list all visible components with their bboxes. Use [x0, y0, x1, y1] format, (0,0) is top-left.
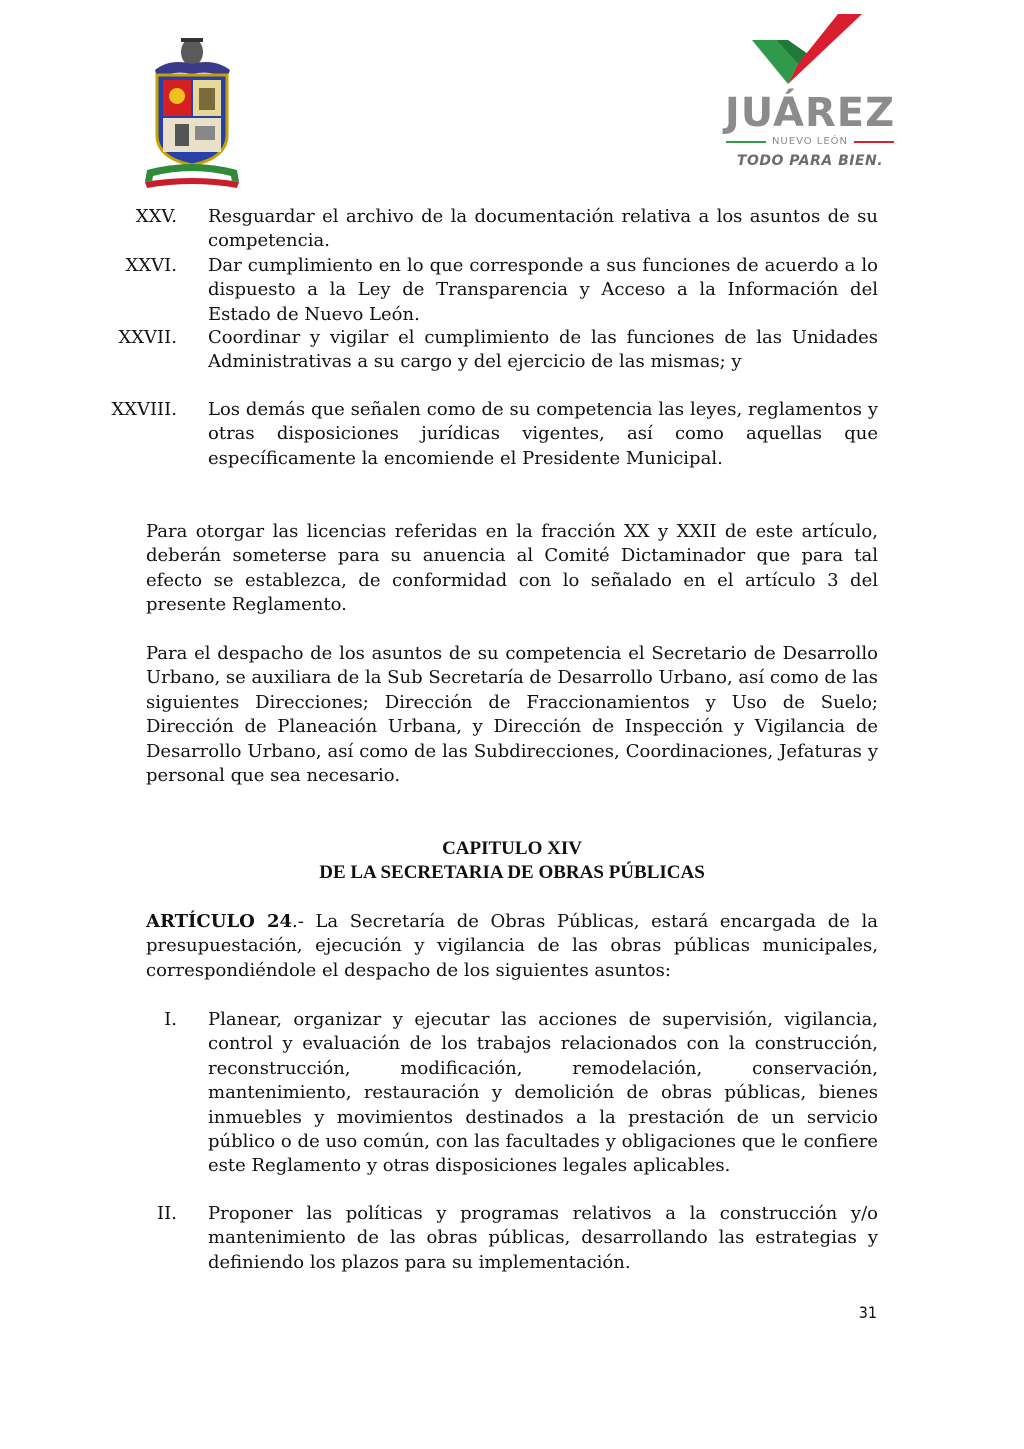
page-header	[0, 0, 1024, 200]
logo-name: JUÁREZ	[724, 90, 896, 136]
article-text: La Secretaría de Obras Públicas, estará encargada de la presupuestación, ejecución y vigilancia de las obras públicas municipales, correspondiéndole el despacho de los siguientes asuntos:	[146, 911, 878, 981]
paragraph: Para otorgar las licencias referidas en la fracción XX y XXII de este artículo, deberán someterse para su anuencia al Comité Dictaminador que para tal efecto se establezca, de conformidad con lo señalado en el artículo 3 del presente Reglamento.	[146, 521, 878, 616]
chapter-title: CAPITULO XIV	[442, 838, 582, 859]
item-number: XXV.	[135, 206, 177, 227]
item-text: Coordinar y vigilar el cumplimiento de las funciones de las Unidades Administrativas a su cargo y del ejercicio de las mismas; y	[208, 327, 878, 373]
logo-rule-green	[726, 141, 766, 143]
logo-subtitle: NUEVO LEÓN	[771, 136, 849, 147]
item-number: XXVI.	[125, 255, 177, 276]
item-number: I.	[164, 1009, 177, 1030]
item-number: II.	[157, 1203, 177, 1224]
item-text: Dar cumplimiento en lo que corresponde a sus funciones de acuerdo a lo dispuesto a la Ley de Transparencia y Acceso a la Información del Estado de Nuevo León.	[208, 255, 878, 325]
paragraph: Para el despacho de los asuntos de su competencia el Secretario de Desarrollo Urbano, se auxiliara de la Sub Secretaría de Desarrollo Urbano, así como de las siguientes Direcciones; Dirección de Fraccionamientos y Uso de Suelo; Dirección de Planeación Urbana, y Dirección de Inspección y Vigilancia de Desarrollo Urbano, así como de las Subdirecciones, Coordinaciones, Jefaturas y personal que sea necesario.	[146, 643, 879, 787]
item-text: Planear, organizar y ejecutar las acciones de supervisión, vigilancia, control y evaluación de los trabajos relacionados con la construcción, reconstrucción, modificación, remodelación, conservación, mantenimiento, restauración y demolición de obras públicas, bienes inmuebles y movimientos destinados a la prestación de un servicio público o de uso común, con las facultades y obligaciones que le confiere este Reglamento y otras disposiciones legales aplicables.	[208, 1009, 878, 1177]
item-text: Proponer las políticas y programas relativos a la construcción y/o mantenimiento de las obras públicas, desarrollando las estrategias y definiendo los plazos para su implementación.	[208, 1203, 878, 1273]
coat-of-arms-icon	[135, 30, 250, 190]
article-separator: .-	[292, 911, 304, 932]
item-text: Los demás que señalen como de su competencia las leyes, reglamentos y otras disposiciones jurídicas vigentes, así como aquellas que específicamente la encomiende el Presidente Municipal.	[208, 399, 878, 469]
juarez-logo-check-icon	[750, 12, 865, 90]
item-number: XXVIII.	[111, 399, 177, 420]
item-number: XXVII.	[118, 327, 177, 348]
logo-rule-red	[854, 141, 894, 143]
chapter-subtitle: DE LA SECRETARIA DE OBRAS PÚBLICAS	[319, 862, 705, 883]
article-label: ARTÍCULO 24	[146, 911, 292, 932]
juarez-logo	[720, 92, 900, 169]
article-paragraph	[146, 910, 878, 983]
page-number: 31	[858, 1303, 877, 1322]
logo-tagline: TODO PARA BIEN.	[736, 153, 884, 169]
item-text: Resguardar el archivo de la documentación relativa a los asuntos de su competencia.	[208, 206, 878, 252]
